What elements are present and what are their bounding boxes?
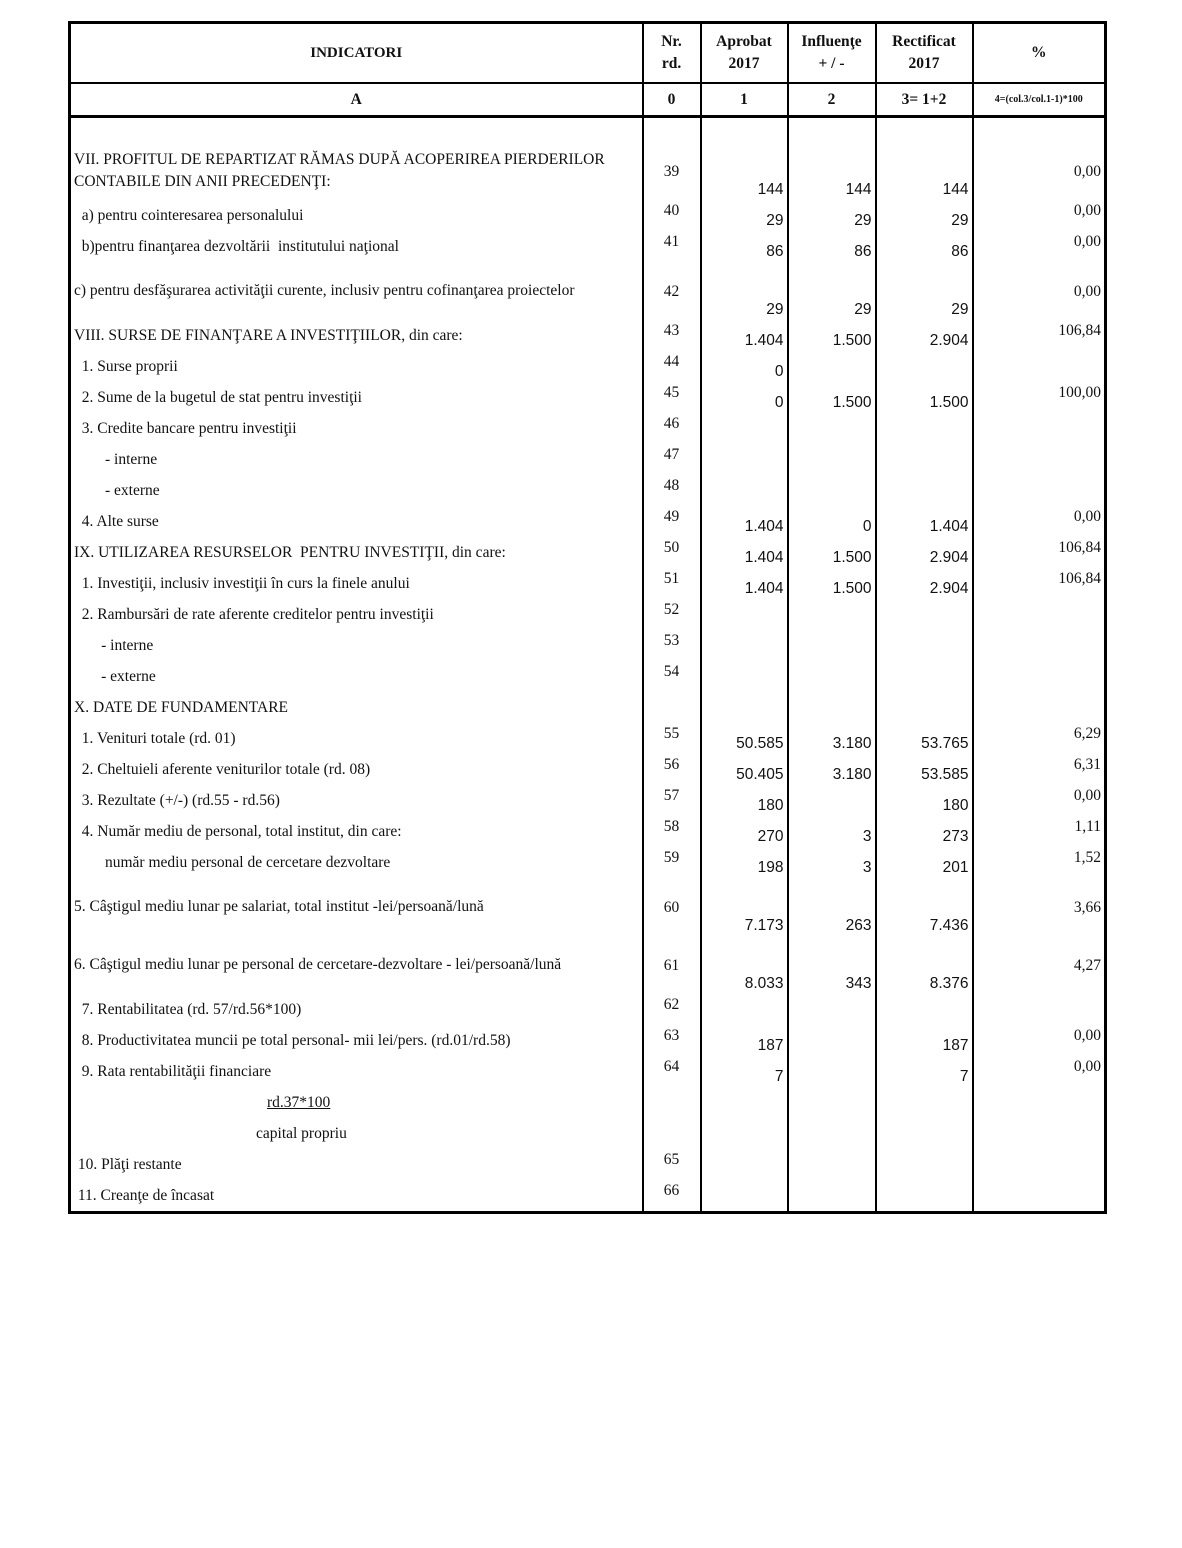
rectificat-2017-value: 53.585 (876, 754, 973, 785)
indicator-text: 11. Creanţe de încasat (74, 1186, 215, 1204)
header-nr-rd (643, 23, 701, 84)
percent-value: 4,27 (973, 936, 1106, 994)
indicator-text: 10. Plăţi restante (74, 1155, 182, 1173)
indicator-text: - externe (74, 481, 160, 499)
percent-value: 3,66 (973, 878, 1106, 936)
table-row (70, 878, 1106, 936)
header-rectificat (876, 23, 973, 84)
aprobat-2017-value: 7 (701, 1056, 788, 1087)
influente-value: 3 (788, 816, 876, 847)
indicator-label (70, 382, 643, 413)
influente-value (788, 1149, 876, 1180)
indicator-text: - interne (74, 450, 158, 468)
row-number: 59 (643, 847, 701, 878)
percent-value (973, 413, 1106, 444)
rectificat-2017-value (876, 1118, 973, 1149)
percent-value (973, 1180, 1106, 1213)
influente-value: 343 (788, 936, 876, 994)
percent-value (973, 444, 1106, 475)
aprobat-2017-value (701, 475, 788, 506)
colindex-0: 0 (643, 83, 701, 117)
influente-value: 29 (788, 262, 876, 320)
percent-value: 0,00 (973, 1025, 1106, 1056)
table-body (70, 117, 1106, 1213)
aprobat-2017-value: 1.404 (701, 506, 788, 537)
table-row (70, 231, 1106, 262)
table-row (70, 351, 1106, 382)
rectificat-2017-value: 1.404 (876, 506, 973, 537)
indicator-text: 1. Venituri totale (rd. 01) (74, 729, 236, 747)
aprobat-2017-value: 7.173 (701, 878, 788, 936)
indicator-text: 1. Surse proprii (74, 357, 178, 375)
indicator-text: 1. Investiţii, inclusiv investiţii în curs la finele anului (74, 574, 410, 592)
percent-value (973, 692, 1106, 723)
row-number: 64 (643, 1056, 701, 1087)
header-influente-line2: + / - (818, 55, 845, 72)
table-row (70, 661, 1106, 692)
row-number (643, 692, 701, 723)
rectificat-2017-value (876, 475, 973, 506)
financial-indicators-table (68, 21, 1107, 1214)
aprobat-2017-value: 198 (701, 847, 788, 878)
percent-value: 0,00 (973, 200, 1106, 231)
percent-value: 0,00 (973, 231, 1106, 262)
table-row (70, 444, 1106, 475)
table-row (70, 723, 1106, 754)
indicator-text: - interne (74, 636, 154, 654)
aprobat-2017-value: 50.405 (701, 754, 788, 785)
indicator-label (70, 1149, 643, 1180)
aprobat-2017-value: 144 (701, 142, 788, 200)
rectificat-2017-value: 29 (876, 200, 973, 231)
rectificat-2017-value (876, 630, 973, 661)
influente-value: 263 (788, 878, 876, 936)
influente-value: 29 (788, 200, 876, 231)
row-number: 50 (643, 537, 701, 568)
table-row (70, 142, 1106, 200)
indicator-text: 3. Credite bancare pentru investiţii (74, 419, 297, 437)
rectificat-2017-value: 273 (876, 816, 973, 847)
percent-value: 0,00 (973, 142, 1106, 200)
header-aprobat-line2: 2017 (728, 55, 760, 72)
indicator-label (70, 785, 643, 816)
rectificat-2017-value: 2.904 (876, 320, 973, 351)
table-row (70, 568, 1106, 599)
spacer-cell (973, 117, 1106, 143)
aprobat-2017-value (701, 1087, 788, 1118)
indicator-text: 9. Rata rentabilităţii financiare (74, 1062, 272, 1080)
table-row (70, 537, 1106, 568)
table-row (70, 936, 1106, 994)
indicator-text: - externe (74, 667, 156, 685)
rectificat-2017-value (876, 413, 973, 444)
header-percent: % (973, 23, 1106, 84)
indicator-text: IX. UTILIZAREA RESURSELOR PENTRU INVESTIŢII, din care: (74, 543, 506, 561)
influente-value (788, 475, 876, 506)
aprobat-2017-value (701, 994, 788, 1025)
header-influente-line1: Influenţe (801, 33, 862, 50)
row-number: 63 (643, 1025, 701, 1056)
influente-value (788, 1118, 876, 1149)
indicator-text: b)pentru finanţarea dezvoltării institutului naţional (74, 237, 399, 255)
table-row (70, 262, 1106, 320)
row-number: 61 (643, 936, 701, 994)
influente-value (788, 1056, 876, 1087)
aprobat-2017-value (701, 630, 788, 661)
rectificat-2017-value: 8.376 (876, 936, 973, 994)
indicator-label (70, 1056, 643, 1087)
indicator-label (70, 568, 643, 599)
influente-value (788, 994, 876, 1025)
percent-value: 106,84 (973, 320, 1106, 351)
percent-value (973, 599, 1106, 630)
indicator-label (70, 231, 643, 262)
spacer-cell (643, 117, 701, 143)
percent-value: 1,11 (973, 816, 1106, 847)
colindex-a: A (70, 83, 643, 117)
aprobat-2017-value: 0 (701, 351, 788, 382)
percent-value (973, 1149, 1106, 1180)
indicator-text: 6. Câştigul mediu lunar pe personal de cercetare-dezvoltare - lei/persoană/lună (74, 956, 562, 973)
indicator-text: 2. Rambursări de rate aferente creditelor pentru investiţii (74, 605, 434, 623)
row-number: 39 (643, 142, 701, 200)
indicator-text: 4. Alte surse (74, 512, 159, 530)
rectificat-2017-value (876, 692, 973, 723)
table-row (70, 816, 1106, 847)
influente-value: 1.500 (788, 382, 876, 413)
influente-value: 3 (788, 847, 876, 878)
table-row (70, 506, 1106, 537)
rectificat-2017-value: 1.500 (876, 382, 973, 413)
indicator-text: a) pentru cointeresarea personalului (74, 206, 304, 224)
indicator-label (70, 754, 643, 785)
colindex-1: 1 (701, 83, 788, 117)
rectificat-2017-value (876, 661, 973, 692)
table-row (70, 1180, 1106, 1213)
row-number: 44 (643, 351, 701, 382)
table-row (70, 847, 1106, 878)
row-number: 45 (643, 382, 701, 413)
indicator-label (70, 847, 643, 878)
row-number: 53 (643, 630, 701, 661)
row-number: 41 (643, 231, 701, 262)
influente-value (788, 630, 876, 661)
row-number: 52 (643, 599, 701, 630)
indicator-label (70, 1025, 643, 1056)
indicator-label (70, 816, 643, 847)
rectificat-2017-value (876, 599, 973, 630)
rectificat-2017-value: 180 (876, 785, 973, 816)
table-row (70, 692, 1106, 723)
row-number: 46 (643, 413, 701, 444)
header-rectificat-line1: Rectificat (892, 33, 956, 50)
rectificat-2017-value (876, 1087, 973, 1118)
influente-value: 1.500 (788, 568, 876, 599)
influente-value: 1.500 (788, 537, 876, 568)
aprobat-2017-value: 8.033 (701, 936, 788, 994)
indicator-label (70, 142, 643, 200)
rectificat-2017-value: 2.904 (876, 568, 973, 599)
formula-numerator: rd.37*100 (267, 1093, 331, 1111)
header-rectificat-line2: 2017 (908, 55, 940, 72)
indicator-label (70, 475, 643, 506)
rectificat-2017-value: 7 (876, 1056, 973, 1087)
influente-value (788, 692, 876, 723)
header-influente (788, 23, 876, 84)
percent-value (973, 994, 1106, 1025)
spacer-row (70, 117, 1106, 143)
row-number: 43 (643, 320, 701, 351)
indicator-text: număr mediu personal de cercetare dezvoltare (74, 853, 391, 871)
indicator-label (70, 351, 643, 382)
aprobat-2017-value: 1.404 (701, 320, 788, 351)
aprobat-2017-value: 1.404 (701, 537, 788, 568)
row-number: 47 (643, 444, 701, 475)
rectificat-2017-value (876, 994, 973, 1025)
rectificat-2017-value: 29 (876, 262, 973, 320)
row-number: 58 (643, 816, 701, 847)
header-aprobat-line1: Aprobat (716, 33, 772, 50)
header-indicatori: INDICATORI (70, 23, 643, 84)
indicator-text: 8. Productivitatea muncii pe total personal- mii lei/pers. (rd.01/rd.58) (74, 1031, 511, 1049)
influente-value (788, 444, 876, 475)
indicator-text: 3. Rezultate (+/-) (rd.55 - rd.56) (74, 791, 280, 809)
influente-value (788, 599, 876, 630)
indicator-label (70, 413, 643, 444)
indicator-label (70, 262, 643, 320)
spacer-cell (701, 117, 788, 143)
percent-value (973, 475, 1106, 506)
table-row (70, 630, 1106, 661)
row-number: 66 (643, 1180, 701, 1213)
row-number: 54 (643, 661, 701, 692)
colindex-3: 3= 1+2 (876, 83, 973, 117)
percent-value: 0,00 (973, 262, 1106, 320)
influente-value: 1.500 (788, 320, 876, 351)
percent-value (973, 1118, 1106, 1149)
aprobat-2017-value (701, 1118, 788, 1149)
table-row (70, 1056, 1106, 1087)
table-row (70, 1118, 1106, 1149)
table-row (70, 1025, 1106, 1056)
influente-value (788, 1087, 876, 1118)
influente-value (788, 413, 876, 444)
row-number: 42 (643, 262, 701, 320)
percent-value: 6,29 (973, 723, 1106, 754)
row-number: 51 (643, 568, 701, 599)
rectificat-2017-value (876, 351, 973, 382)
indicator-label (70, 1087, 643, 1118)
header-nr-line1: Nr. (661, 33, 682, 50)
influente-value: 0 (788, 506, 876, 537)
indicator-label (70, 723, 643, 754)
indicator-text: 5. Câştigul mediu lunar pe salariat, total institut -lei/persoană/lună (74, 898, 484, 915)
aprobat-2017-value: 1.404 (701, 568, 788, 599)
indicator-label (70, 320, 643, 351)
spacer-cell (788, 117, 876, 143)
indicator-label (70, 200, 643, 231)
colindex-4-formula: 4=(col.3/col.1-1)*100 (973, 83, 1106, 117)
rectificat-2017-value: 53.765 (876, 723, 973, 754)
indicator-text: VII. PROFITUL DE REPARTIZAT RĂMAS DUPĂ ACOPERIREA PIERDERILOR CONTABILE DIN ANII PRECEDENŢI: (74, 151, 605, 190)
indicator-label (70, 994, 643, 1025)
row-number: 48 (643, 475, 701, 506)
row-number: 56 (643, 754, 701, 785)
table-row (70, 599, 1106, 630)
percent-value: 0,00 (973, 506, 1106, 537)
percent-value (973, 351, 1106, 382)
row-number: 65 (643, 1149, 701, 1180)
indicator-label (70, 936, 643, 994)
table-row (70, 320, 1106, 351)
spacer-cell (876, 117, 973, 143)
row-number (643, 1087, 701, 1118)
aprobat-2017-value: 29 (701, 262, 788, 320)
rectificat-2017-value: 144 (876, 142, 973, 200)
aprobat-2017-value: 29 (701, 200, 788, 231)
table-row (70, 754, 1106, 785)
indicator-label (70, 661, 643, 692)
percent-value (973, 630, 1106, 661)
percent-value: 1,52 (973, 847, 1106, 878)
row-number: 40 (643, 200, 701, 231)
influente-value: 144 (788, 142, 876, 200)
aprobat-2017-value: 180 (701, 785, 788, 816)
row-number: 62 (643, 994, 701, 1025)
table-row (70, 1087, 1106, 1118)
rectificat-2017-value: 201 (876, 847, 973, 878)
rectificat-2017-value (876, 1149, 973, 1180)
row-number: 60 (643, 878, 701, 936)
colindex-2: 2 (788, 83, 876, 117)
influente-value (788, 351, 876, 382)
aprobat-2017-value: 0 (701, 382, 788, 413)
indicator-text: c) pentru desfăşurarea activităţii curente, inclusiv pentru cofinanţarea proiectelor (74, 282, 575, 299)
indicator-label (70, 878, 643, 936)
indicator-text: 4. Număr mediu de personal, total institut, din care: (74, 822, 402, 840)
header-nr-line2: rd. (661, 55, 682, 72)
percent-value: 106,84 (973, 568, 1106, 599)
percent-value: 100,00 (973, 382, 1106, 413)
aprobat-2017-value (701, 692, 788, 723)
table-row (70, 200, 1106, 231)
aprobat-2017-value: 187 (701, 1025, 788, 1056)
indicator-label (70, 506, 643, 537)
aprobat-2017-value (701, 1149, 788, 1180)
rectificat-2017-value: 2.904 (876, 537, 973, 568)
row-number: 55 (643, 723, 701, 754)
influente-value: 3.180 (788, 754, 876, 785)
percent-value (973, 1087, 1106, 1118)
indicator-label (70, 537, 643, 568)
aprobat-2017-value (701, 599, 788, 630)
table-row (70, 475, 1106, 506)
influente-value (788, 1180, 876, 1213)
indicator-label (70, 444, 643, 475)
indicator-text: X. DATE DE FUNDAMENTARE (74, 698, 289, 716)
indicator-text: 2. Cheltuieli aferente veniturilor totale (rd. 08) (74, 760, 371, 778)
row-number: 57 (643, 785, 701, 816)
table-row (70, 785, 1106, 816)
percent-value (973, 661, 1106, 692)
aprobat-2017-value: 86 (701, 231, 788, 262)
aprobat-2017-value (701, 661, 788, 692)
aprobat-2017-value (701, 444, 788, 475)
rectificat-2017-value (876, 444, 973, 475)
indicator-text: VIII. SURSE DE FINANŢARE A INVESTIŢIILOR, din care: (74, 326, 463, 344)
influente-value (788, 661, 876, 692)
percent-value: 0,00 (973, 785, 1106, 816)
indicator-text: 2. Sume de la bugetul de stat pentru investiţii (74, 388, 362, 406)
indicator-label (70, 630, 643, 661)
indicator-label (70, 1180, 643, 1213)
rectificat-2017-value: 86 (876, 231, 973, 262)
rectificat-2017-value: 7.436 (876, 878, 973, 936)
percent-value: 106,84 (973, 537, 1106, 568)
aprobat-2017-value (701, 1180, 788, 1213)
indicator-label (70, 692, 643, 723)
percent-value: 0,00 (973, 1056, 1106, 1087)
row-number (643, 1118, 701, 1149)
row-number: 49 (643, 506, 701, 537)
table-row (70, 382, 1106, 413)
table-row (70, 1149, 1106, 1180)
indicator-label (70, 599, 643, 630)
indicator-text: 7. Rentabilitatea (rd. 57/rd.56*100) (74, 1000, 302, 1018)
influente-value: 86 (788, 231, 876, 262)
header-row (70, 23, 1106, 84)
document-page (68, 21, 1104, 1214)
percent-value: 6,31 (973, 754, 1106, 785)
column-index-row (70, 83, 1106, 117)
influente-value (788, 785, 876, 816)
formula-denominator: capital propriu (256, 1124, 347, 1142)
indicator-label (70, 1118, 643, 1149)
table-row (70, 413, 1106, 444)
rectificat-2017-value (876, 1180, 973, 1213)
influente-value: 3.180 (788, 723, 876, 754)
header-aprobat (701, 23, 788, 84)
aprobat-2017-value: 270 (701, 816, 788, 847)
influente-value (788, 1025, 876, 1056)
rectificat-2017-value: 187 (876, 1025, 973, 1056)
aprobat-2017-value: 50.585 (701, 723, 788, 754)
spacer-cell (70, 117, 643, 143)
table-row (70, 994, 1106, 1025)
aprobat-2017-value (701, 413, 788, 444)
